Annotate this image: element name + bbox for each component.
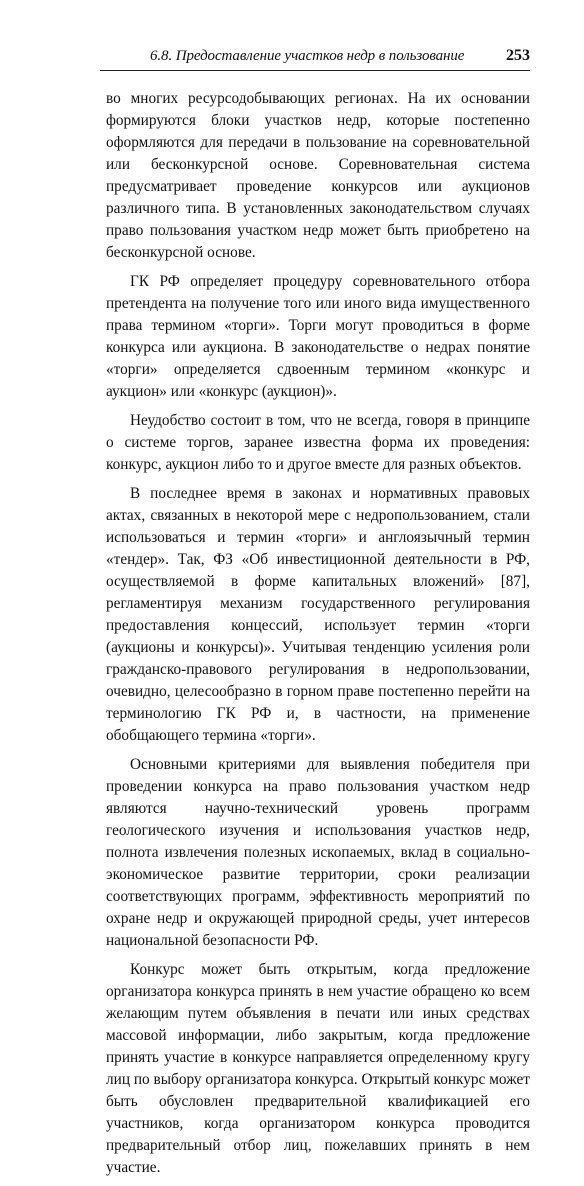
paragraph: ГК РФ определяет процедуру соревновательного отбора претендента на получение того или иного вида имущественного права термином «торги». Торги могут проводиться в форме конкурса или аукциона. В законодательстве о недрах понятие «торги» определяется сдвоенным термином «конкурс и аукцион» или «конкурс (аукцион)». [106, 273, 530, 400]
running-header-title: 6.8. Предоставление участков недр в пользование [150, 48, 465, 64]
page-number: 253 [506, 47, 530, 64]
header-rule [100, 70, 530, 71]
page-body [106, 88, 530, 1186]
paragraph: Основными критериями для выявления победителя при проведении конкурса на право пользования участком недр являются научно-технический уровень программ геологического изучения и использования участков недр, полнота извлечения полезных ископаемых, вклад в социально-экономическое развитие территории, сроки реализации соответствующих программ, эффективность мероприятий по охране недр и окружающей природной среды, учет интересов национальной безопасности РФ. [106, 756, 530, 949]
paragraph-continuation: во многих ресурсодобывающих регионах. На их основании формируются блоки участков недр, которые постепенно оформляются для передачи в пользование на соревновательной или бесконкурсной основе. Соревновательная система предусматривает проведение конкурсов или аукционов различного типа. В установленных законодательством случаях право пользования участком недр может быть приобретено на бесконкурсной основе. [106, 90, 530, 261]
paragraph: В последнее время в законах и нормативных правовых актах, связанных в некоторой мере с недропользованием, стали использоваться и термин «торги» и англоязычный термин «тендер». Так, ФЗ «Об инвестиционной деятельности в РФ, осуществляемой в форме капитальных вложений» [87], регламентируя механизм государственного регулирования предоставления концессий, использует термин «торги (аукционы и конкурсы)». Учитывая тенденцию усиления роли гражданско-правового регулирования в недропользовании, очевидно, целесообразно в горном праве постепенно перейти на терминологию ГК РФ и, в частности, на применение обобщающего термина «торги». [106, 485, 530, 744]
paragraph: Конкурс может быть открытым, когда предложение организатора конкурса принять в нем участие обращено ко всем желающим путем объявления в печати или иных средствах массовой информации, либо закрытым, когда предложение принять участие в конкурсе направляется определенному кругу лиц по выбору организатора конкурса. Открытый конкурс может быть обусловлен предварительной квалификацией его участников, когда организатором конкурса проводится предварительный отбор лиц, пожелавших принять в нем участие. [106, 961, 530, 1176]
running-header [100, 48, 530, 68]
paragraph: Неудобство состоит в том, что не всегда, говоря в принципе о системе торгов, заранее известна форма их проведения: конкурс, аукцион либо то и другое вместе для разных объектов. [106, 412, 530, 473]
